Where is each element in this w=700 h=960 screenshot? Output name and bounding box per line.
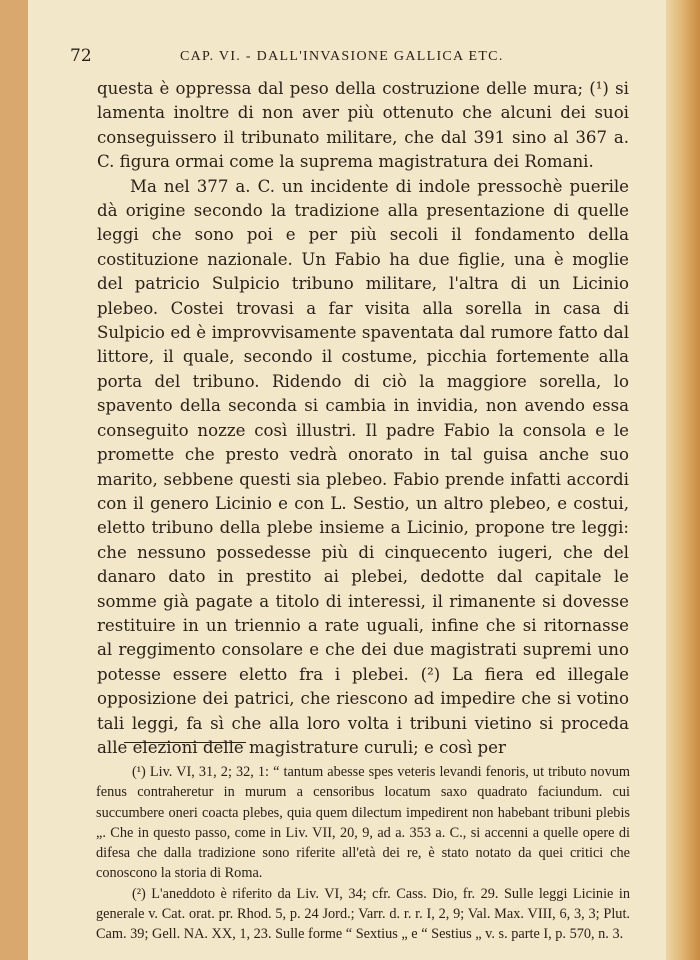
page-edge — [666, 0, 700, 960]
page-header — [70, 46, 630, 68]
paragraph: questa è oppressa dal peso della costruzione delle mura; (¹) si lamenta inoltre di non aver più ottenuto che alcuni dei suoi conseguissero il tribunato militare, che dal 391 sino al 367 a. C. figura ormai come la suprema magistratura dei Romani. — [97, 79, 629, 172]
running-title: CAP. VI. - DALL'INVASIONE GALLICA ETC. — [180, 49, 504, 64]
main-text — [97, 77, 629, 760]
footnotes — [96, 762, 630, 945]
footnote-1: (¹) Liv. VI, 31, 2; 32, 1: “ tantum abesse spes veteris levandi fenoris, ut tributo novum fenus contraheretur in murum a censoribus locatum saxo quadrato faciundum. cui succumbere oneri coacta plebes, quia quem dilectum impedirent non habebant tribuni plebis „. Che in questo passo, come in Liv. VII, 20, 9, ad a. 353 a. C., si accenni a quelle opere di difesa che dalla tradizione sono riferite all'età dei re, è stato notato da quei critici che conoscono la storia di Roma. — [96, 764, 630, 882]
footnote-2: (²) L'aneddoto è riferito da Liv. VI, 34; cfr. Cass. Dio, fr. 29. Sulle leggi Licinie in generale v. Cat. orat. pr. Rhod. 5, p. 24 Jord.; Varr. d. r. r. I, 2, 9; Val. Max. VIII, 6, 3, 3; Plut. Cam. 39; Gell. NA. XX, 1, 23. Sulle forme “ Sextius „ e “ Sestius „ v. s. parte I, p. 570, n. 3. — [96, 885, 630, 943]
page-number: 72 — [70, 46, 92, 66]
paragraph: Ma nel 377 a. C. un incidente di indole pressochè puerile dà origine secondo la tradizione alla presentazione di quelle leggi che sono poi e per più secoli il fondamento della costituzione nazionale. Un Fabio ha due figlie, una è moglie del patricio Sulpicio tribuno militare, l'altra di un Licinio plebeo. Costei trovasi a far visita alla sorella in casa di Sulpicio ed è improvvisamente spaventata dal rumore fatto dal littore, il quale, secondo il costume, picchia fortemente alla porta del tribuno. Ridendo di ciò la maggiore sorella, lo spavento della seconda si cambia in invidia, non avendo essa conseguito nozze così illustri. Il padre Fabio la consola e le promette che presto vedrà onorato in tal guisa anche suo marito, sebbene questi sia plebeo. Fabio prende infatti accordi con il genero Licinio e con L. Sestio, un altro plebeo, e costui, eletto tribuno della plebe insieme a Licinio, propone tre leggi: che nessuno possedesse più di cinquecento iugeri, che del danaro dato in prestito ai plebei, dedotte dal capitale le somme già pagate a titolo di interessi, il rimanente si dovesse restituire in un triennio a rate uguali, infine che si ritornasse al reggimento consolare e che dei due magistrati supremi uno potesse essere eletto fra i plebei. (²) La fiera ed illegale opposizione dei patrici, che riescono ad impedire che si votino tali leggi, fa sì che alla loro volta i tribuni vietino si proceda alle elezioni delle magistrature curuli; e così per — [97, 176, 629, 757]
footnote-separator — [124, 742, 246, 743]
